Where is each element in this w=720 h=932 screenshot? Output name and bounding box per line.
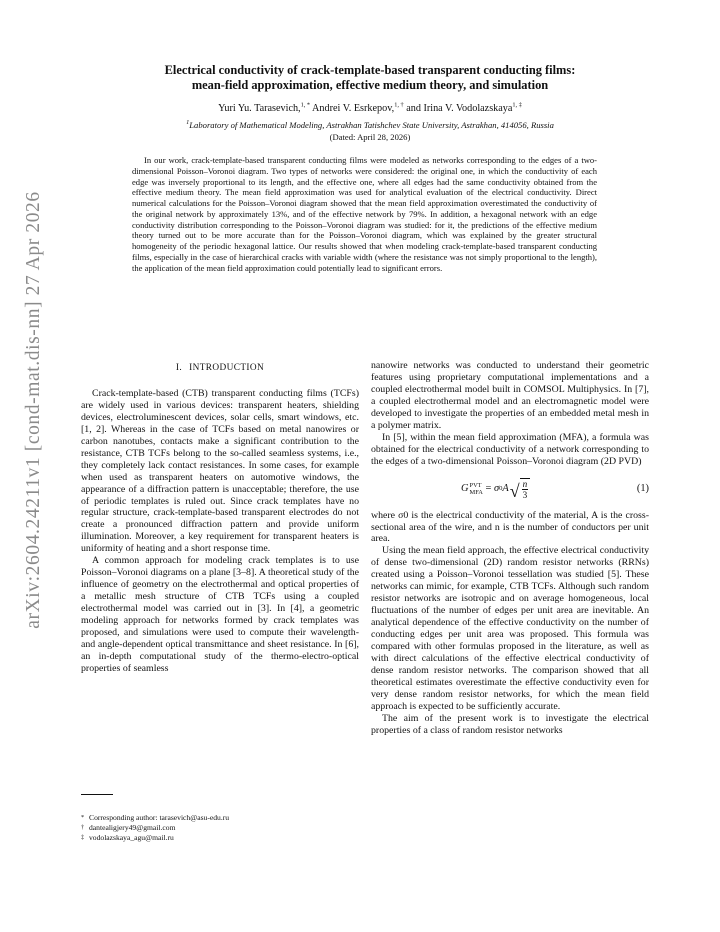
eq-equals: =: [482, 482, 494, 494]
eq-denominator: 3: [522, 489, 528, 500]
right-column: [371, 360, 649, 737]
paragraph: Crack-template-based (CTB) transparent conducting films (TCFs) are widely used in various devices: transparent heaters, shielding devices, electroluminescent devices, solar cells, smart windows, etc. [1, 2]. Whereas in the case of TCFs based on metal nanowires or carbon nanotubes, contacts make a significant contribution to the resistance, CTB TCFs belong to the so-called seamless systems, i.e., they completely lack contact resistances. In some cases, for example when used as transparent heaters on automotive windows, the appearance of a diffraction pattern is unacceptable; therefore, the use of periodic templates is ruled out. Since crack templates have no regular structure, crack-template-based transparent electrodes do not create a pronounced diffraction pattern and provide uniform illumination. Moreover, a key requirement for transparent heaters is uniformity of heating and a short response time.: [81, 387, 359, 555]
footnote-mark: †: [81, 824, 85, 831]
abstract: In our work, crack-template-based transparent conducting films were modeled as networks corresponding to the edges of a two-dimensional Poisson–Voronoi diagram. Two types of networks were considered: the original one, in which the conductivity of each edge was inversely proportional to its length, and the effective one, where all edges had the same conductivity obtained from the effective medium theory. The mean field approximation was used for analytical evaluation of the electrical conductivity. Direct numerical calculations for the Poisson–Voronoi diagram showed that the mean field approximation overestimated the conductivity of the original network by approximately 13%, and of the effective network by 79%. In addition, a hexagonal network with an edge conductivity distribution corresponding to the Poisson–Voronoi diagram was studied: for it, the predictions of the effective medium theory turned out to be more accurate than for the Poisson–Voronoi diagram, which was explained by the greater structural homogeneity of the periodic hexagonal lattice. Our results showed that when modeling crack-template-based transparent conducting films, especially in the case of hierarchical cracks with variable width (where the resistance was not simply proportional to the length), the application of the mean field approximation could potentially lead to significant errors.: [132, 155, 597, 273]
footnote-text: dantealigjery49@gmail.com: [89, 823, 176, 832]
paper-title: [80, 63, 660, 93]
eq-lhs-sub: MFA: [469, 488, 483, 496]
paragraph: In [5], within the mean field approximation (MFA), a formula was obtained for the electrical conductivity of a network corresponding to the edges of a two-dimensional Poisson–Voronoi diagram (2D PVD): [371, 431, 649, 467]
footnote: [81, 823, 359, 833]
eq-numerator: n: [522, 478, 528, 489]
footnote-text: Corresponding author: tarasevich@asu-edu.ru: [89, 813, 230, 822]
sqrt-sign-icon: √: [509, 480, 520, 501]
section-number: I.: [175, 363, 183, 373]
paragraph: nanowire networks was conducted to understand their geometric features using proprietary computational implementations and a coupled electrothermal model built in COMSOL Multiphysics. In [7], a coupled electrothermal model and an electromagnetic model were developed to investigate the properties of an embedded metal mesh in a polymer matrix.: [371, 360, 649, 431]
author-2: Andrei V. Esrkepov,: [310, 103, 395, 114]
affiliation-mark: 1: [186, 119, 190, 127]
eq-sqrt: [510, 478, 530, 500]
section-title: INTRODUCTION: [189, 363, 265, 373]
affiliation-text: Laboratory of Mathematical Modeling, Astrakhan Tatishchev State University, Astrakhan, 414056, Russia: [189, 120, 554, 130]
footnote-mark: ‡: [81, 834, 85, 841]
footnotes: [81, 813, 359, 843]
left-column: [81, 360, 359, 675]
paragraph: The aim of the present work is to investigate the electrical properties of a class of random resistor networks: [371, 712, 649, 736]
footnote-divider: [81, 794, 113, 795]
footnote: [81, 833, 359, 843]
author-2-marks: 1, †: [394, 101, 404, 109]
eq-lhs-symbol: G: [461, 482, 469, 494]
title-line-1: Electrical conductivity of crack-template-based transparent conducting films:: [164, 63, 576, 77]
author-list: [80, 103, 660, 114]
footnote-mark: *: [81, 814, 85, 821]
equation-1: [371, 472, 649, 506]
footnote-text: vodolazskaya_agu@mail.ru: [89, 833, 174, 842]
section-heading: [81, 363, 359, 375]
eq-fraction: [520, 478, 531, 500]
paragraph: where σ0 is the electrical conductivity of the material, A is the cross-sectional area of the wire, and n is the number of conductors per unit area.: [371, 509, 649, 545]
eq-area: A: [502, 482, 509, 494]
eq-sigma-sub: 0: [499, 484, 503, 492]
paragraph: Using the mean field approach, the effective electrical conductivity of dense two-dimensional (2D) random resistor networks (RRNs) created using a Poisson–Voronoi tessellation was studied [5]. These networks can mimic, for example, CTB TCFs. Although such random resistor networks are isotropic and on average homogeneous, local fluctuations of the number of edges per unit area are inevitable. An analytical dependence of the effective conductivity on the number of conducting edges per unit area was proposed. This formula was compared with other formulas proposed in the literature, as well as with direct calculations of the effective electrical conductivity of dense random resistor networks. The comparison showed that all theoretical estimates overestimate the effective conductivity even for very dense random resistor networks, for which the mean field approach is expected to be sufficiently accurate.: [371, 545, 649, 712]
footnote: [81, 813, 359, 823]
equation-body: [461, 478, 530, 500]
author-3: and Irina V. Vodolazskaya: [403, 103, 513, 114]
title-line-2: mean-field approximation, effective medium theory, and simulation: [191, 78, 549, 92]
arxiv-stamp: [14, 150, 54, 670]
author-1-marks: 1, *: [300, 101, 311, 109]
equation-number: (1): [636, 482, 649, 494]
date-line: (Dated: April 28, 2026): [329, 132, 411, 142]
eq-lhs-sup: PVT: [469, 481, 482, 489]
eq-lhs-scripts: [470, 482, 483, 496]
author-1: Yuri Yu. Tarasevich,: [218, 103, 301, 114]
affiliation: [80, 120, 660, 130]
author-3-marks: 1, ‡: [512, 101, 522, 109]
paragraph: A common approach for modeling crack templates is to use Poisson–Voronoi diagrams on a plane [3–8]. A theoretical study of the influence of geometry on the electrothermal and optical properties of a metallic mesh structure of CTB TCFs using a coupled electrothermal model was carried out in [3]. In [4], a geometric modeling approach for networks formed by crack templates was proposed, and simulations were used to compute their wavelength- and angle-dependent optical transmittance and sheet resistance. In [6], an in-depth computational study of the thermo-electro-optical properties of seamless: [81, 555, 359, 674]
eq-sigma: σ: [493, 482, 500, 494]
arxiv-identifier: arXiv:2604.24211v1 [cond-mat.dis-nn] 27 Apr 2026: [23, 191, 44, 629]
